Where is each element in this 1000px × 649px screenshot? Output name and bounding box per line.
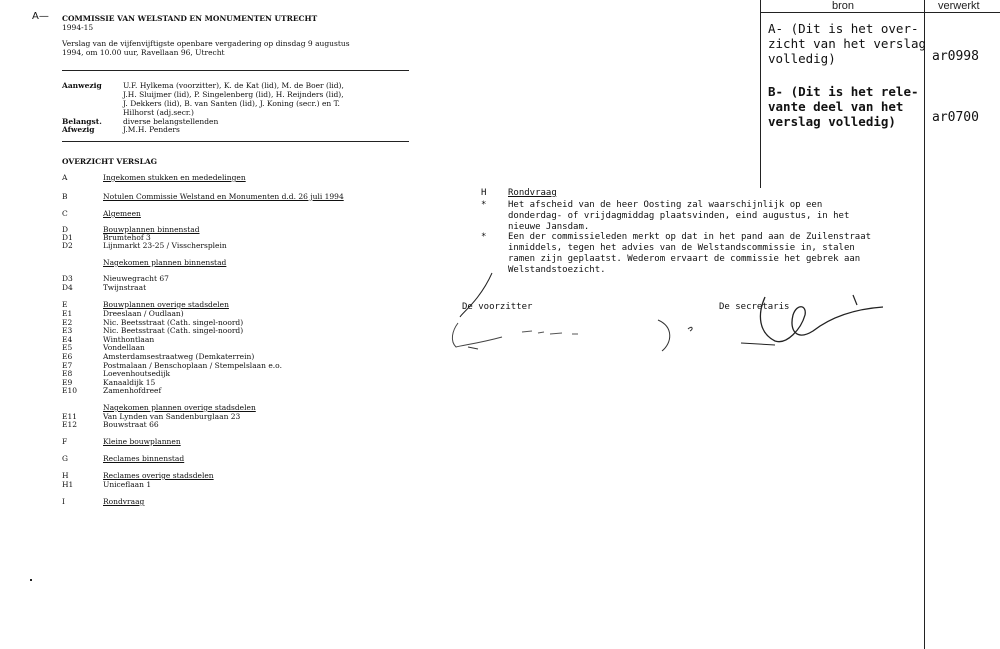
table-row-b-line: verslag volledig) <box>768 114 896 129</box>
overview-item-code: H <box>62 471 69 480</box>
overview-item-code: E4 <box>62 335 73 344</box>
archive-code-a: ar0998 <box>932 49 979 64</box>
overview-item-text: Dreeslaan / Oudlaan) <box>103 309 184 318</box>
overview-item-text: Nic. Beetsstraat (Cath. singel-noord) <box>103 326 244 335</box>
overview-item-text: Bouwplannen overige stadsdelen <box>103 300 229 309</box>
rondvraag-item1-line: Het afscheid van de heer Oosting zal waarschijnlijk op een <box>508 200 823 210</box>
overview-item-text: Kanaaldijk 15 <box>103 378 156 387</box>
bullet: * <box>481 232 487 242</box>
overview-item-code: I <box>62 497 65 506</box>
overview-item-text: Loevenhoutsedijk <box>103 369 170 378</box>
overview-item-code: B <box>62 192 68 201</box>
present-line: J.H. Sluijmer (lid), P. Singelenberg (lid), H. Reijnders (lid), <box>123 90 344 99</box>
rondvraag-item2-line: Welstandstoezicht. <box>508 265 606 275</box>
overview-item-code: D <box>62 225 69 234</box>
table-column-line <box>760 0 761 188</box>
rondvraag-item1-line: donderdag- of vrijdagmiddag plaatsvinden, eind augustus, in het <box>508 211 850 221</box>
table-row-a-line: A- (Dit is het over- <box>768 21 919 36</box>
scan-speck <box>30 579 32 581</box>
table-header-divider <box>760 12 1000 13</box>
column-header-processed: verwerkt <box>938 0 980 12</box>
overview-item-code: E3 <box>62 326 73 335</box>
table-row-b-line: vante deel van het <box>768 99 904 114</box>
chair-signature-label: De voorzitter <box>462 302 533 312</box>
overview-title: OVERZICHT VERSLAG <box>62 157 158 166</box>
overview-item-code: E9 <box>62 378 73 387</box>
overview-item-code: D2 <box>62 241 73 250</box>
overview-item-code: D3 <box>62 274 73 283</box>
overview-item-code: D4 <box>62 283 73 292</box>
rondvraag-item2-line: inmiddels, tegen het advies van de Welstandscommissie in, stalen <box>508 243 855 253</box>
overview-item-code: H1 <box>62 480 74 489</box>
overview-item-text: Notulen Commissie Welstand en Monumenten d.d. 26 juli 1994 <box>103 192 344 201</box>
organisation-title: COMMISSIE VAN WELSTAND EN MONUMENTEN UTRECHT <box>62 14 318 23</box>
overview-item-text: Bouwplannen binnenstad <box>103 225 200 234</box>
report-title-line-2: 1994, om 10.00 uur, Ravellaan 96, Utrecht <box>62 48 225 57</box>
overview-item-code: F <box>62 437 68 446</box>
overview-item-text: Zamenhofdreef <box>103 386 162 395</box>
interested-value: diverse belangstellenden <box>123 117 219 126</box>
overview-item-text: Ingekomen stukken en mededelingen <box>103 173 246 182</box>
secretary-signature-scribble <box>735 285 895 355</box>
overview-item-code: E10 <box>62 386 78 395</box>
overview-item-text: Reclames overige stadsdelen <box>103 471 214 480</box>
overview-item-text: Postmalaan / Benschoplaan / Stempelslaan e.o. <box>103 361 282 370</box>
overview-item-code: E1 <box>62 309 73 318</box>
rondvraag-item1-line: nieuwe Jansdam. <box>508 222 590 232</box>
rondvraag-item2-line: ramen zijn geplaatst. Wederom ervaart de commissie het gebrek aan <box>508 254 861 264</box>
overview-item-text: Brumtehof 3 <box>103 233 151 242</box>
interested-label: Belangst. <box>62 117 102 126</box>
rondvraag-title: Rondvraag <box>508 188 557 198</box>
overview-item-code: A <box>62 173 68 182</box>
absent-value: J.M.H. Penders <box>123 125 180 134</box>
divider <box>62 70 409 71</box>
overview-item-code: E12 <box>62 420 78 429</box>
table-column-line <box>924 0 925 649</box>
chair-signature-scribble <box>440 265 700 365</box>
overview-item-code: G <box>62 454 68 463</box>
overview-item-code: E <box>62 300 68 309</box>
overview-item-text: Nagekomen plannen overige stadsdelen <box>103 403 256 412</box>
report-title-line-1: Verslag van de vijfenvijftigste openbare vergadering op dinsdag 9 augustus <box>62 39 350 48</box>
overview-item-text: Algemeen <box>103 209 141 218</box>
rondvraag-code: H <box>481 188 487 198</box>
overview-item-code: C <box>62 209 68 218</box>
overview-item-code: E5 <box>62 343 73 352</box>
overview-item-code: E6 <box>62 352 73 361</box>
present-label: Aanwezig <box>62 81 102 90</box>
overview-item-text: Nic. Beetsstraat (Cath. singel-noord) <box>103 318 244 327</box>
absent-label: Afwezig <box>62 125 95 134</box>
overview-item-text: Twijnstraat <box>103 283 147 292</box>
secretary-signature-label: De secretaris <box>719 302 790 312</box>
year-label: 1994-15 <box>62 23 94 32</box>
overview-item-text: Nieuwegracht 67 <box>103 274 169 283</box>
overview-item-text: Nagekomen plannen binnenstad <box>103 258 227 267</box>
table-row-a-line: zicht van het verslag <box>768 36 927 51</box>
overview-item-text: Vondellaan <box>103 343 145 352</box>
divider <box>62 141 409 142</box>
bullet: * <box>481 200 487 210</box>
column-header-source: bron <box>832 0 855 12</box>
present-line: Hilhorst (adj.secr.) <box>123 108 194 117</box>
overview-item-code: E7 <box>62 361 73 370</box>
overview-item-text: Reclames binnenstad <box>103 454 185 463</box>
overview-item-text: Bouwstraat 66 <box>103 420 159 429</box>
overview-item-text: Winthontlaan <box>103 335 155 344</box>
overview-item-code: E8 <box>62 369 73 378</box>
overview-item-text: Kleine bouwplannen <box>103 437 181 446</box>
overview-item-text: Amsterdamsestraatweg (Demkaterrein) <box>103 352 255 361</box>
overview-item-text: Uniceflaan 1 <box>103 480 152 489</box>
margin-mark-a: A— <box>32 11 49 22</box>
overview-item-text: Lijnmarkt 23-25 / Visschersplein <box>103 241 227 250</box>
table-row-b-line: B- (Dit is het rele- <box>768 84 919 99</box>
present-line: J. Dekkers (lid), B. van Santen (lid), J. Koning (secr.) en T. <box>123 99 340 108</box>
archive-code-b: ar0700 <box>932 110 979 125</box>
rondvraag-item2-line: Een der commissieleden merkt op dat in het pand aan de Zuilenstraat <box>508 232 872 242</box>
overview-item-code: E11 <box>62 412 78 421</box>
table-row-a-line: volledig) <box>768 51 836 66</box>
overview-item-text: Rondvraag <box>103 497 145 506</box>
overview-item-code: D1 <box>62 233 73 242</box>
present-line: U.F. Hylkema (voorzitter), K. de Kat (lid), M. de Boer (lid), <box>123 81 344 90</box>
overview-item-text: Van Lynden van Sandenburglaan 23 <box>103 412 241 421</box>
overview-item-code: E2 <box>62 318 73 327</box>
